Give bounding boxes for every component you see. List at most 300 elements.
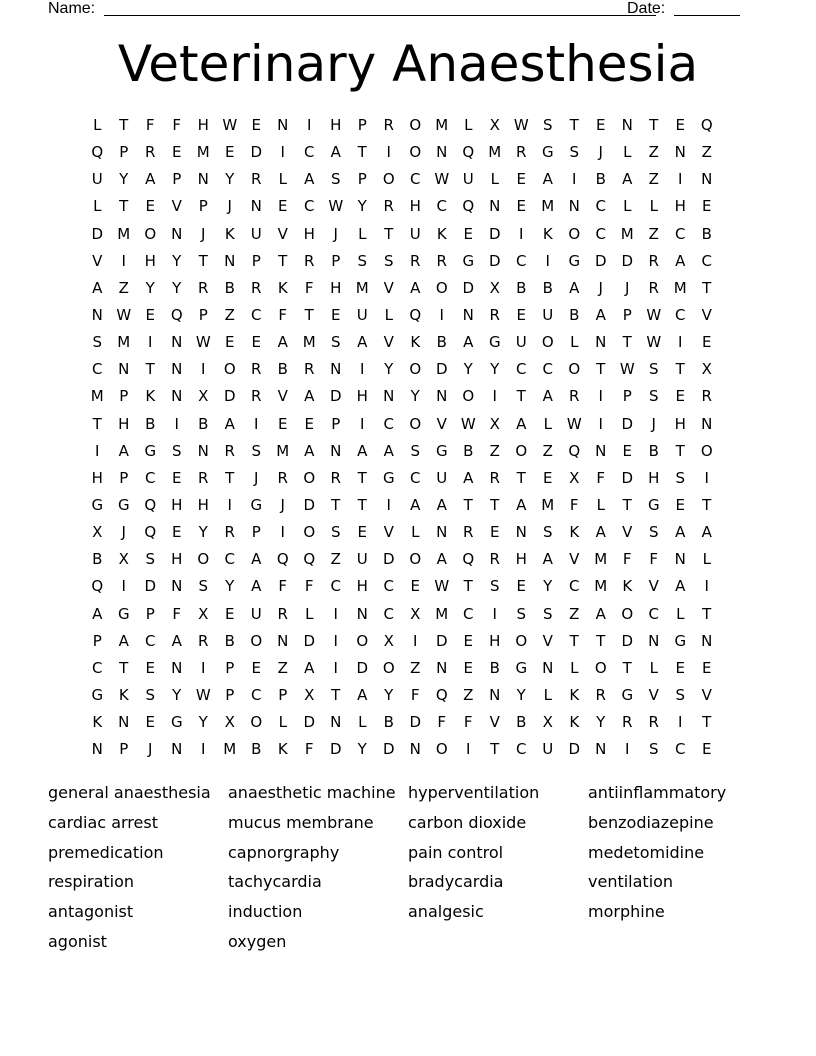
grid-letter: C <box>92 658 103 677</box>
grid-letter: L <box>358 224 367 243</box>
grid-letter: H <box>674 197 686 216</box>
grid-letter: V <box>648 577 659 596</box>
word-list-item: analgesic <box>408 902 484 922</box>
grid-letter: N <box>489 685 501 704</box>
grid-letter: D <box>329 740 342 759</box>
grid-letter: I <box>704 577 709 596</box>
grid-letter: V <box>436 414 447 433</box>
grid-letter: J <box>280 495 285 514</box>
grid-letter: A <box>675 523 686 542</box>
grid-letter: N <box>356 604 368 623</box>
grid-letter: F <box>437 713 447 732</box>
grid-letter: I <box>519 224 524 243</box>
grid-letter: M <box>594 577 608 596</box>
grid-letter: E <box>675 387 685 406</box>
grid-letter: L <box>570 658 579 677</box>
grid-letter: N <box>171 577 183 596</box>
grid-letter: N <box>701 170 713 189</box>
grid-letter: P <box>225 685 235 704</box>
grid-letter: T <box>357 143 367 162</box>
grid-letter: T <box>198 251 208 270</box>
grid-letter: S <box>383 251 394 270</box>
name-field-line[interactable] <box>104 0 656 16</box>
grid-letter: R <box>198 468 209 487</box>
grid-letter: Z <box>330 550 341 569</box>
grid-letter: K <box>145 387 156 406</box>
grid-letter: A <box>118 441 129 460</box>
grid-letter: Q <box>91 143 104 162</box>
grid-letter: R <box>648 278 659 297</box>
grid-letter: W <box>434 170 450 189</box>
grid-letter: A <box>410 278 421 297</box>
grid-letter: I <box>95 441 100 460</box>
grid-letter: V <box>648 685 659 704</box>
grid-letter: G <box>170 713 183 732</box>
grid-letter: B <box>224 631 235 650</box>
grid-letter: O <box>223 360 236 379</box>
grid-letter: O <box>409 360 422 379</box>
grid-letter: P <box>331 414 341 433</box>
grid-letter: I <box>545 251 550 270</box>
grid-letter: R <box>648 713 659 732</box>
grid-letter: R <box>595 685 606 704</box>
grid-letter: E <box>516 305 526 324</box>
grid-letter: S <box>648 387 659 406</box>
grid-letter: B <box>198 414 209 433</box>
grid-letter: F <box>410 685 420 704</box>
grid-letter: N <box>436 387 448 406</box>
grid-letter: Z <box>118 278 129 297</box>
grid-letter: N <box>197 170 209 189</box>
grid-letter: R <box>648 251 659 270</box>
grid-letter: B <box>489 658 500 677</box>
grid-letter: S <box>648 360 659 379</box>
grid-letter: O <box>197 550 210 569</box>
grid-letter: L <box>676 604 685 623</box>
word-list-item: tachycardia <box>228 872 322 892</box>
grid-letter: C <box>463 604 474 623</box>
grid-letter: V <box>383 523 394 542</box>
grid-letter: H <box>648 468 660 487</box>
grid-letter: F <box>172 116 182 134</box>
grid-letter: A <box>701 523 712 542</box>
word-list-item: ventilation <box>588 872 674 892</box>
grid-letter: I <box>280 143 285 162</box>
grid-letter: C <box>701 251 712 270</box>
grid-letter: T <box>516 468 526 487</box>
grid-letter: E <box>463 658 473 677</box>
grid-letter: E <box>702 197 712 216</box>
grid-letter: A <box>595 604 606 623</box>
grid-letter: I <box>227 495 232 514</box>
grid-letter: A <box>516 495 527 514</box>
grid-letter: T <box>384 224 394 243</box>
grid-letter: T <box>331 685 341 704</box>
grid-letter: V <box>277 387 288 406</box>
grid-letter: J <box>121 523 126 542</box>
grid-letter: E <box>675 658 685 677</box>
grid-letter: S <box>92 333 103 352</box>
grid-letter: O <box>462 387 475 406</box>
grid-letter: I <box>360 414 365 433</box>
grid-letter: C <box>383 577 394 596</box>
grid-letter: O <box>568 360 581 379</box>
grid-letter: Q <box>435 685 448 704</box>
grid-letter: B <box>145 414 156 433</box>
grid-letter: N <box>542 658 554 677</box>
grid-letter: L <box>93 116 102 134</box>
grid-letter: O <box>515 441 528 460</box>
grid-letter: Y <box>225 577 235 596</box>
grid-letter: P <box>251 523 261 542</box>
grid-letter: D <box>409 713 422 732</box>
grid-letter: I <box>413 631 418 650</box>
grid-letter: X <box>701 360 712 379</box>
grid-letter: N <box>595 441 607 460</box>
grid-letter: I <box>625 740 630 759</box>
grid-letter: W <box>460 414 476 433</box>
grid-letter: B <box>463 441 474 460</box>
grid-letter: V <box>701 305 712 324</box>
grid-letter: X <box>542 713 553 732</box>
grid-letter: Q <box>144 495 157 514</box>
grid-letter: N <box>330 360 342 379</box>
grid-letter: O <box>409 550 422 569</box>
grid-letter: C <box>648 604 659 623</box>
grid-letter: A <box>92 604 103 623</box>
grid-letter: T <box>357 495 367 514</box>
grid-letter: C <box>410 468 421 487</box>
grid-letter: C <box>675 740 686 759</box>
word-list-item: general anaesthesia <box>48 783 211 802</box>
grid-letter: H <box>515 550 527 569</box>
grid-letter: E <box>675 495 685 514</box>
grid-letter: C <box>516 740 527 759</box>
grid-letter: S <box>542 604 553 623</box>
grid-letter: E <box>516 170 526 189</box>
grid-letter: O <box>541 333 554 352</box>
grid-letter: C <box>595 197 606 216</box>
grid-letter: R <box>489 468 500 487</box>
grid-letter: N <box>91 305 103 324</box>
grid-letter: I <box>439 305 444 324</box>
grid-letter: M <box>435 116 449 134</box>
grid-letter: A <box>463 468 474 487</box>
grid-letter: J <box>598 143 603 162</box>
grid-letter: U <box>250 224 262 243</box>
grid-letter: B <box>277 360 288 379</box>
grid-letter: L <box>570 333 579 352</box>
grid-letter: X <box>304 685 315 704</box>
grid-letter: A <box>595 523 606 542</box>
grid-letter: L <box>93 197 102 216</box>
grid-letter: F <box>145 116 155 134</box>
grid-letter: R <box>489 550 500 569</box>
grid-letter: N <box>462 305 474 324</box>
grid-letter: L <box>623 143 632 162</box>
grid-letter: Y <box>357 740 367 759</box>
grid-letter: D <box>303 495 316 514</box>
grid-letter: R <box>277 468 288 487</box>
grid-letter: U <box>250 604 262 623</box>
grid-letter: A <box>118 631 129 650</box>
grid-letter: V <box>542 631 553 650</box>
grid-letter: S <box>198 577 209 596</box>
grid-letter: B <box>569 305 580 324</box>
grid-letter: C <box>542 360 553 379</box>
grid-letter: T <box>596 631 606 650</box>
grid-letter: Q <box>170 305 183 324</box>
grid-letter: E <box>145 197 155 216</box>
word-list-item: medetomidine <box>588 842 705 862</box>
grid-letter: C <box>92 360 103 379</box>
grid-letter: S <box>410 441 421 460</box>
word-list-item: anaesthetic machine <box>228 783 396 802</box>
grid-letter: P <box>198 305 208 324</box>
grid-letter: J <box>625 278 630 297</box>
grid-letter: K <box>569 713 580 732</box>
grid-letter: C <box>516 360 527 379</box>
grid-letter: B <box>542 278 553 297</box>
grid-letter: N <box>171 740 183 759</box>
grid-letter: U <box>356 550 368 569</box>
grid-letter: K <box>569 685 580 704</box>
grid-letter: Y <box>490 360 500 379</box>
grid-letter: I <box>598 387 603 406</box>
grid-letter: O <box>409 414 422 433</box>
grid-letter: C <box>224 550 235 569</box>
grid-letter: A <box>542 550 553 569</box>
grid-letter: D <box>223 387 236 406</box>
grid-letter: I <box>466 740 471 759</box>
grid-letter: N <box>224 251 236 270</box>
word-list-item: cardiac arrest <box>48 812 158 832</box>
grid-letter: C <box>569 577 580 596</box>
grid-letter: X <box>489 116 500 134</box>
grid-letter: I <box>201 658 206 677</box>
grid-letter: L <box>411 523 420 542</box>
grid-letter: Q <box>303 550 316 569</box>
grid-letter: A <box>595 305 606 324</box>
grid-letter: X <box>489 278 500 297</box>
grid-letter: P <box>92 631 102 650</box>
grid-letter: T <box>702 713 712 732</box>
grid-letter: R <box>251 278 262 297</box>
grid-letter: I <box>148 333 153 352</box>
grid-letter: L <box>649 658 658 677</box>
word-list-item: antiinflammatory <box>588 783 727 802</box>
grid-letter: Y <box>172 685 182 704</box>
grid-letter: R <box>436 251 447 270</box>
grid-letter: T <box>225 468 235 487</box>
grid-letter: I <box>678 170 683 189</box>
grid-letter: G <box>91 685 104 704</box>
grid-letter: M <box>541 495 555 514</box>
grid-letter: F <box>622 550 632 569</box>
grid-letter: T <box>119 197 129 216</box>
grid-letter: X <box>569 468 580 487</box>
grid-letter: O <box>356 631 369 650</box>
grid-letter: V <box>383 333 394 352</box>
grid-letter: I <box>333 631 338 650</box>
grid-letter: Q <box>144 523 157 542</box>
grid-letter: H <box>674 414 686 433</box>
grid-letter: E <box>463 631 473 650</box>
date-field-line[interactable] <box>674 0 740 16</box>
word-list-item: benzodiazepine <box>588 812 714 832</box>
grid-letter: I <box>386 143 391 162</box>
grid-letter: N <box>595 740 607 759</box>
grid-letter: A <box>436 550 447 569</box>
grid-letter: T <box>357 468 367 487</box>
grid-letter: C <box>436 197 447 216</box>
grid-letter: Z <box>542 441 553 460</box>
grid-letter: H <box>171 550 183 569</box>
grid-letter: P <box>119 387 129 406</box>
grid-letter: L <box>543 685 552 704</box>
grid-letter: F <box>304 740 314 759</box>
grid-letter: F <box>278 305 288 324</box>
grid-letter: R <box>516 143 527 162</box>
grid-letter: T <box>92 414 102 433</box>
word-list <box>48 778 768 957</box>
grid-letter: O <box>382 170 395 189</box>
grid-letter: Y <box>225 170 235 189</box>
grid-letter: O <box>435 740 448 759</box>
grid-letter: B <box>436 333 447 352</box>
grid-letter: D <box>144 577 157 596</box>
word-list-item: morphine <box>588 902 665 922</box>
grid-letter: O <box>144 224 157 243</box>
grid-letter: R <box>304 360 315 379</box>
grid-letter: A <box>675 577 686 596</box>
grid-letter: N <box>171 360 183 379</box>
grid-letter: C <box>304 143 315 162</box>
grid-letter: S <box>330 523 341 542</box>
grid-letter: M <box>196 143 210 162</box>
grid-letter: O <box>250 631 263 650</box>
grid-letter: S <box>251 441 262 460</box>
letter-grid <box>84 112 720 763</box>
grid-letter: L <box>649 197 658 216</box>
grid-letter: T <box>702 604 712 623</box>
grid-letter: W <box>566 414 582 433</box>
grid-letter: T <box>278 251 288 270</box>
grid-letter: C <box>251 685 262 704</box>
grid-letter: M <box>276 441 290 460</box>
grid-letter: P <box>198 197 208 216</box>
grid-letter: D <box>250 143 263 162</box>
grid-letter: E <box>490 523 500 542</box>
grid-letter: Z <box>648 224 659 243</box>
grid-letter: W <box>646 305 662 324</box>
grid-letter: X <box>198 604 209 623</box>
grid-letter: G <box>117 495 130 514</box>
grid-letter: E <box>172 468 182 487</box>
grid-letter: U <box>542 305 554 324</box>
grid-letter: G <box>488 333 501 352</box>
grid-letter: O <box>250 713 263 732</box>
grid-letter: M <box>117 224 131 243</box>
word-list-item: carbon dioxide <box>408 812 527 832</box>
grid-letter: P <box>119 468 129 487</box>
grid-letter: S <box>357 251 368 270</box>
grid-letter: C <box>675 305 686 324</box>
grid-letter: N <box>595 333 607 352</box>
grid-letter: Q <box>276 550 289 569</box>
grid-letter: E <box>331 305 341 324</box>
grid-letter: A <box>304 441 315 460</box>
grid-letter: Y <box>596 713 606 732</box>
grid-letter: E <box>225 333 235 352</box>
grid-letter: F <box>278 577 288 596</box>
grid-letter: T <box>145 360 155 379</box>
grid-letter: C <box>145 631 156 650</box>
grid-letter: T <box>463 577 473 596</box>
date-label: Date: <box>627 0 666 17</box>
grid-letter: J <box>148 740 153 759</box>
grid-letter: L <box>278 170 287 189</box>
grid-letter: G <box>462 251 475 270</box>
grid-letter: P <box>119 143 129 162</box>
grid-letter: M <box>620 224 634 243</box>
grid-letter: B <box>92 550 103 569</box>
grid-letter: I <box>386 495 391 514</box>
grid-letter: T <box>622 495 632 514</box>
word-list-item: mucus membrane <box>228 812 374 832</box>
grid-letter: D <box>462 278 475 297</box>
grid-letter: L <box>305 604 314 623</box>
grid-letter: T <box>622 658 632 677</box>
grid-letter: L <box>490 170 499 189</box>
grid-letter: T <box>119 658 129 677</box>
word-list-item: hyperventilation <box>408 783 540 802</box>
grid-letter: E <box>516 577 526 596</box>
grid-letter: R <box>251 360 262 379</box>
grid-letter: R <box>489 305 500 324</box>
grid-letter: H <box>330 278 342 297</box>
word-list-item: respiration <box>48 872 135 892</box>
grid-letter: E <box>172 523 182 542</box>
grid-letter: Z <box>277 658 288 677</box>
grid-letter: T <box>569 116 579 134</box>
grid-letter: S <box>542 116 553 134</box>
grid-letter: D <box>303 713 316 732</box>
grid-letter: A <box>304 387 315 406</box>
grid-letter: D <box>488 251 501 270</box>
grid-letter: N <box>409 740 421 759</box>
grid-letter: E <box>251 333 261 352</box>
grid-letter: D <box>435 360 448 379</box>
grid-letter: E <box>675 116 685 134</box>
grid-letter: C <box>383 414 394 433</box>
grid-letter: N <box>674 550 686 569</box>
page-title: Veterinary Anaesthesia <box>117 35 699 93</box>
grid-letter: T <box>490 740 500 759</box>
grid-letter: I <box>174 414 179 433</box>
grid-letter: L <box>358 713 367 732</box>
grid-letter: P <box>622 305 632 324</box>
grid-letter: A <box>410 495 421 514</box>
grid-letter: I <box>492 604 497 623</box>
grid-letter: W <box>513 116 529 134</box>
grid-letter: J <box>651 414 656 433</box>
grid-letter: V <box>489 713 500 732</box>
grid-letter: J <box>201 224 206 243</box>
grid-letter: U <box>436 468 448 487</box>
grid-letter: H <box>356 387 368 406</box>
grid-letter: A <box>304 170 315 189</box>
